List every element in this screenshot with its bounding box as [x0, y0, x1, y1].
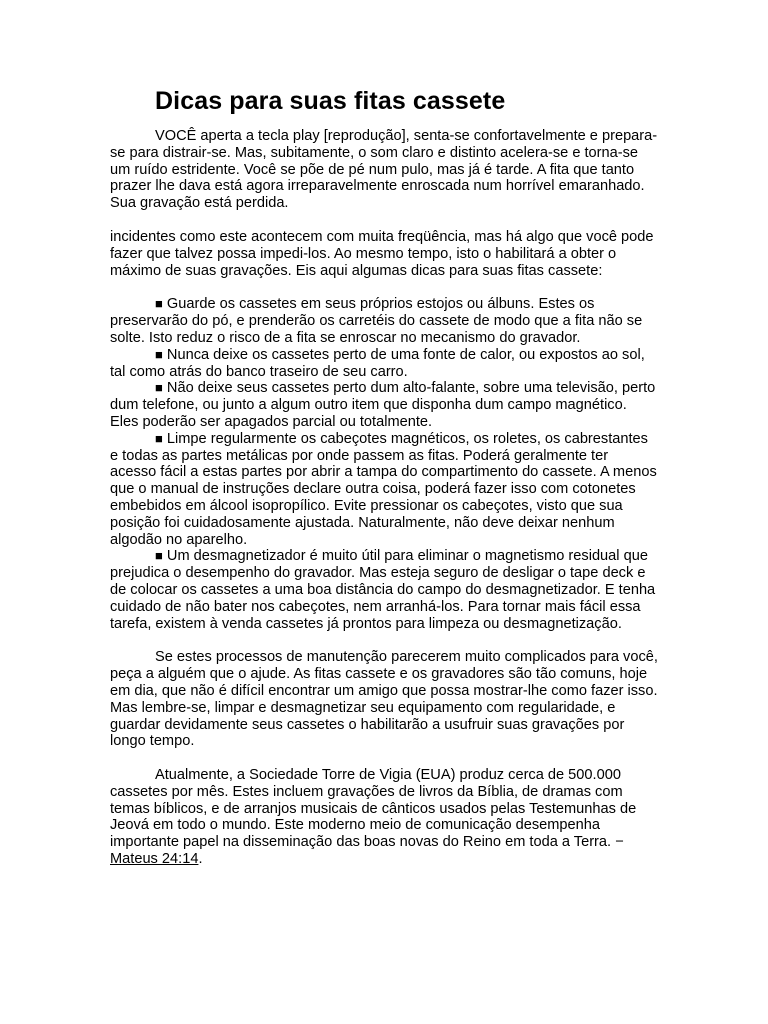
tip-item: [110, 347, 658, 381]
tip-item: [110, 548, 658, 632]
bullet-square-icon: ■: [155, 430, 163, 446]
tip-text: Um desmagnetizador é muito útil para eliminar o magnetismo residual que prejudica o desempenho do gravador. Mas esteja seguro de desligar o tape deck e de colocar os cassetes a uma boa distância do campo do desmagnetizador. E tenha cuidado de não bater nos cabeçotes, nem arranhá-los. Para tornar mais fácil essa tarefa, existem à venda cassetes já prontos para limpeza ou desmagnetização.: [110, 548, 656, 632]
intro-paragraph-1: VOCÊ aperta a tecla play [reprodução], senta-se confortavelmente e prepara-se para distrair-se. Mas, subitamente, o som claro e distinto acelera-se e torna-se um ruído estridente. Você se põe de pé num pulo, mas já é tarde. A fita que tanto prazer lhe dava está agora irreparavelmente enroscada num horrível emaranhado. Sua gravação está perdida.: [110, 128, 658, 212]
tips-list: [110, 296, 658, 632]
page-title: Dicas para suas fitas cassete: [155, 87, 506, 115]
tip-text: Limpe regularmente os cabeçotes magnéticos, os roletes, os cabrestantes e todas as partes metálicas por onde passem as fitas. Poderá geralmente ter acesso fácil a estas partes por abrir a tampa do compartimento do cassete. A menos que o manual de instruções declare outra coisa, poderá fazer isso com cotonetes embebidos em álcool isopropílico. Evite pressionar os cabeçotes, visto que sua posição foi cuidadosamente ajustada. Naturalmente, não deve deixar nenhum algodão no aparelho.: [110, 430, 657, 548]
reference-period: .: [198, 851, 203, 868]
dash-symbol: −: [615, 834, 624, 851]
bullet-square-icon: ■: [155, 296, 163, 312]
tip-item: [110, 380, 658, 430]
tip-item: [110, 431, 658, 549]
document-page: [110, 84, 658, 868]
scripture-reference-link[interactable]: Mateus 24:14: [110, 851, 199, 868]
tip-text: Nunca deixe os cassetes perto de uma fonte de calor, ou expostos ao sol, tal como atrás do banco traseiro de seu carro.: [110, 346, 645, 380]
outro-paragraph-2: [110, 767, 658, 868]
bullet-square-icon: ■: [155, 346, 163, 362]
bullet-square-icon: ■: [155, 380, 163, 396]
intro-paragraph-2: incidentes como este acontecem com muita freqüência, mas há algo que você pode fazer que talvez possa impedi-los. Ao mesmo tempo, isto o habilitará a obter o máximo de suas gravações. Eis aqui algumas dicas para suas fitas cassete:: [110, 228, 654, 279]
tip-item: [110, 296, 658, 346]
tip-text: Guarde os cassetes em seus próprios estojos ou álbuns. Estes os preservarão do pó, e prenderão os carretéis do cassete de modo que a fita não se solte. Isto reduz o risco de a fita se enroscar no mecanismo do gravador.: [110, 296, 643, 346]
outro-paragraph-2-text: Atualmente, a Sociedade Torre de Vigia (EUA) produz cerca de 500.000 cassetes por mês. Estes incluem gravações de livros da Bíblia, de dramas com temas bíblicos, e de arranjos musicais de cânticos usados pelas Testemunhas de Jeová em todo o mundo. Este moderno meio de comunicação desempenha importante papel na disseminação das boas novas do Reino em toda a Terra.: [110, 767, 637, 851]
bullet-square-icon: ■: [155, 548, 163, 564]
outro-paragraph-1: Se estes processos de manutenção parecerem muito complicados para você, peça a alguém que o ajude. As fitas cassete e os gravadores são tão comuns, hoje em dia, que não é difícil encontrar um amigo que possa mostrar-lhe como fazer isso. Mas lembre-se, limpar e desmagnetizar seu equipamento com regularidade, e guardar devidamente seus cassetes o habilitarão a usufruir suas gravações por longo tempo.: [110, 649, 658, 750]
tip-text: Não deixe seus cassetes perto dum alto-falante, sobre uma televisão, perto dum telefone, ou junto a algum outro item que disponha dum campo magnético. Eles poderão ser apagados parcial ou totalmente.: [110, 380, 656, 430]
